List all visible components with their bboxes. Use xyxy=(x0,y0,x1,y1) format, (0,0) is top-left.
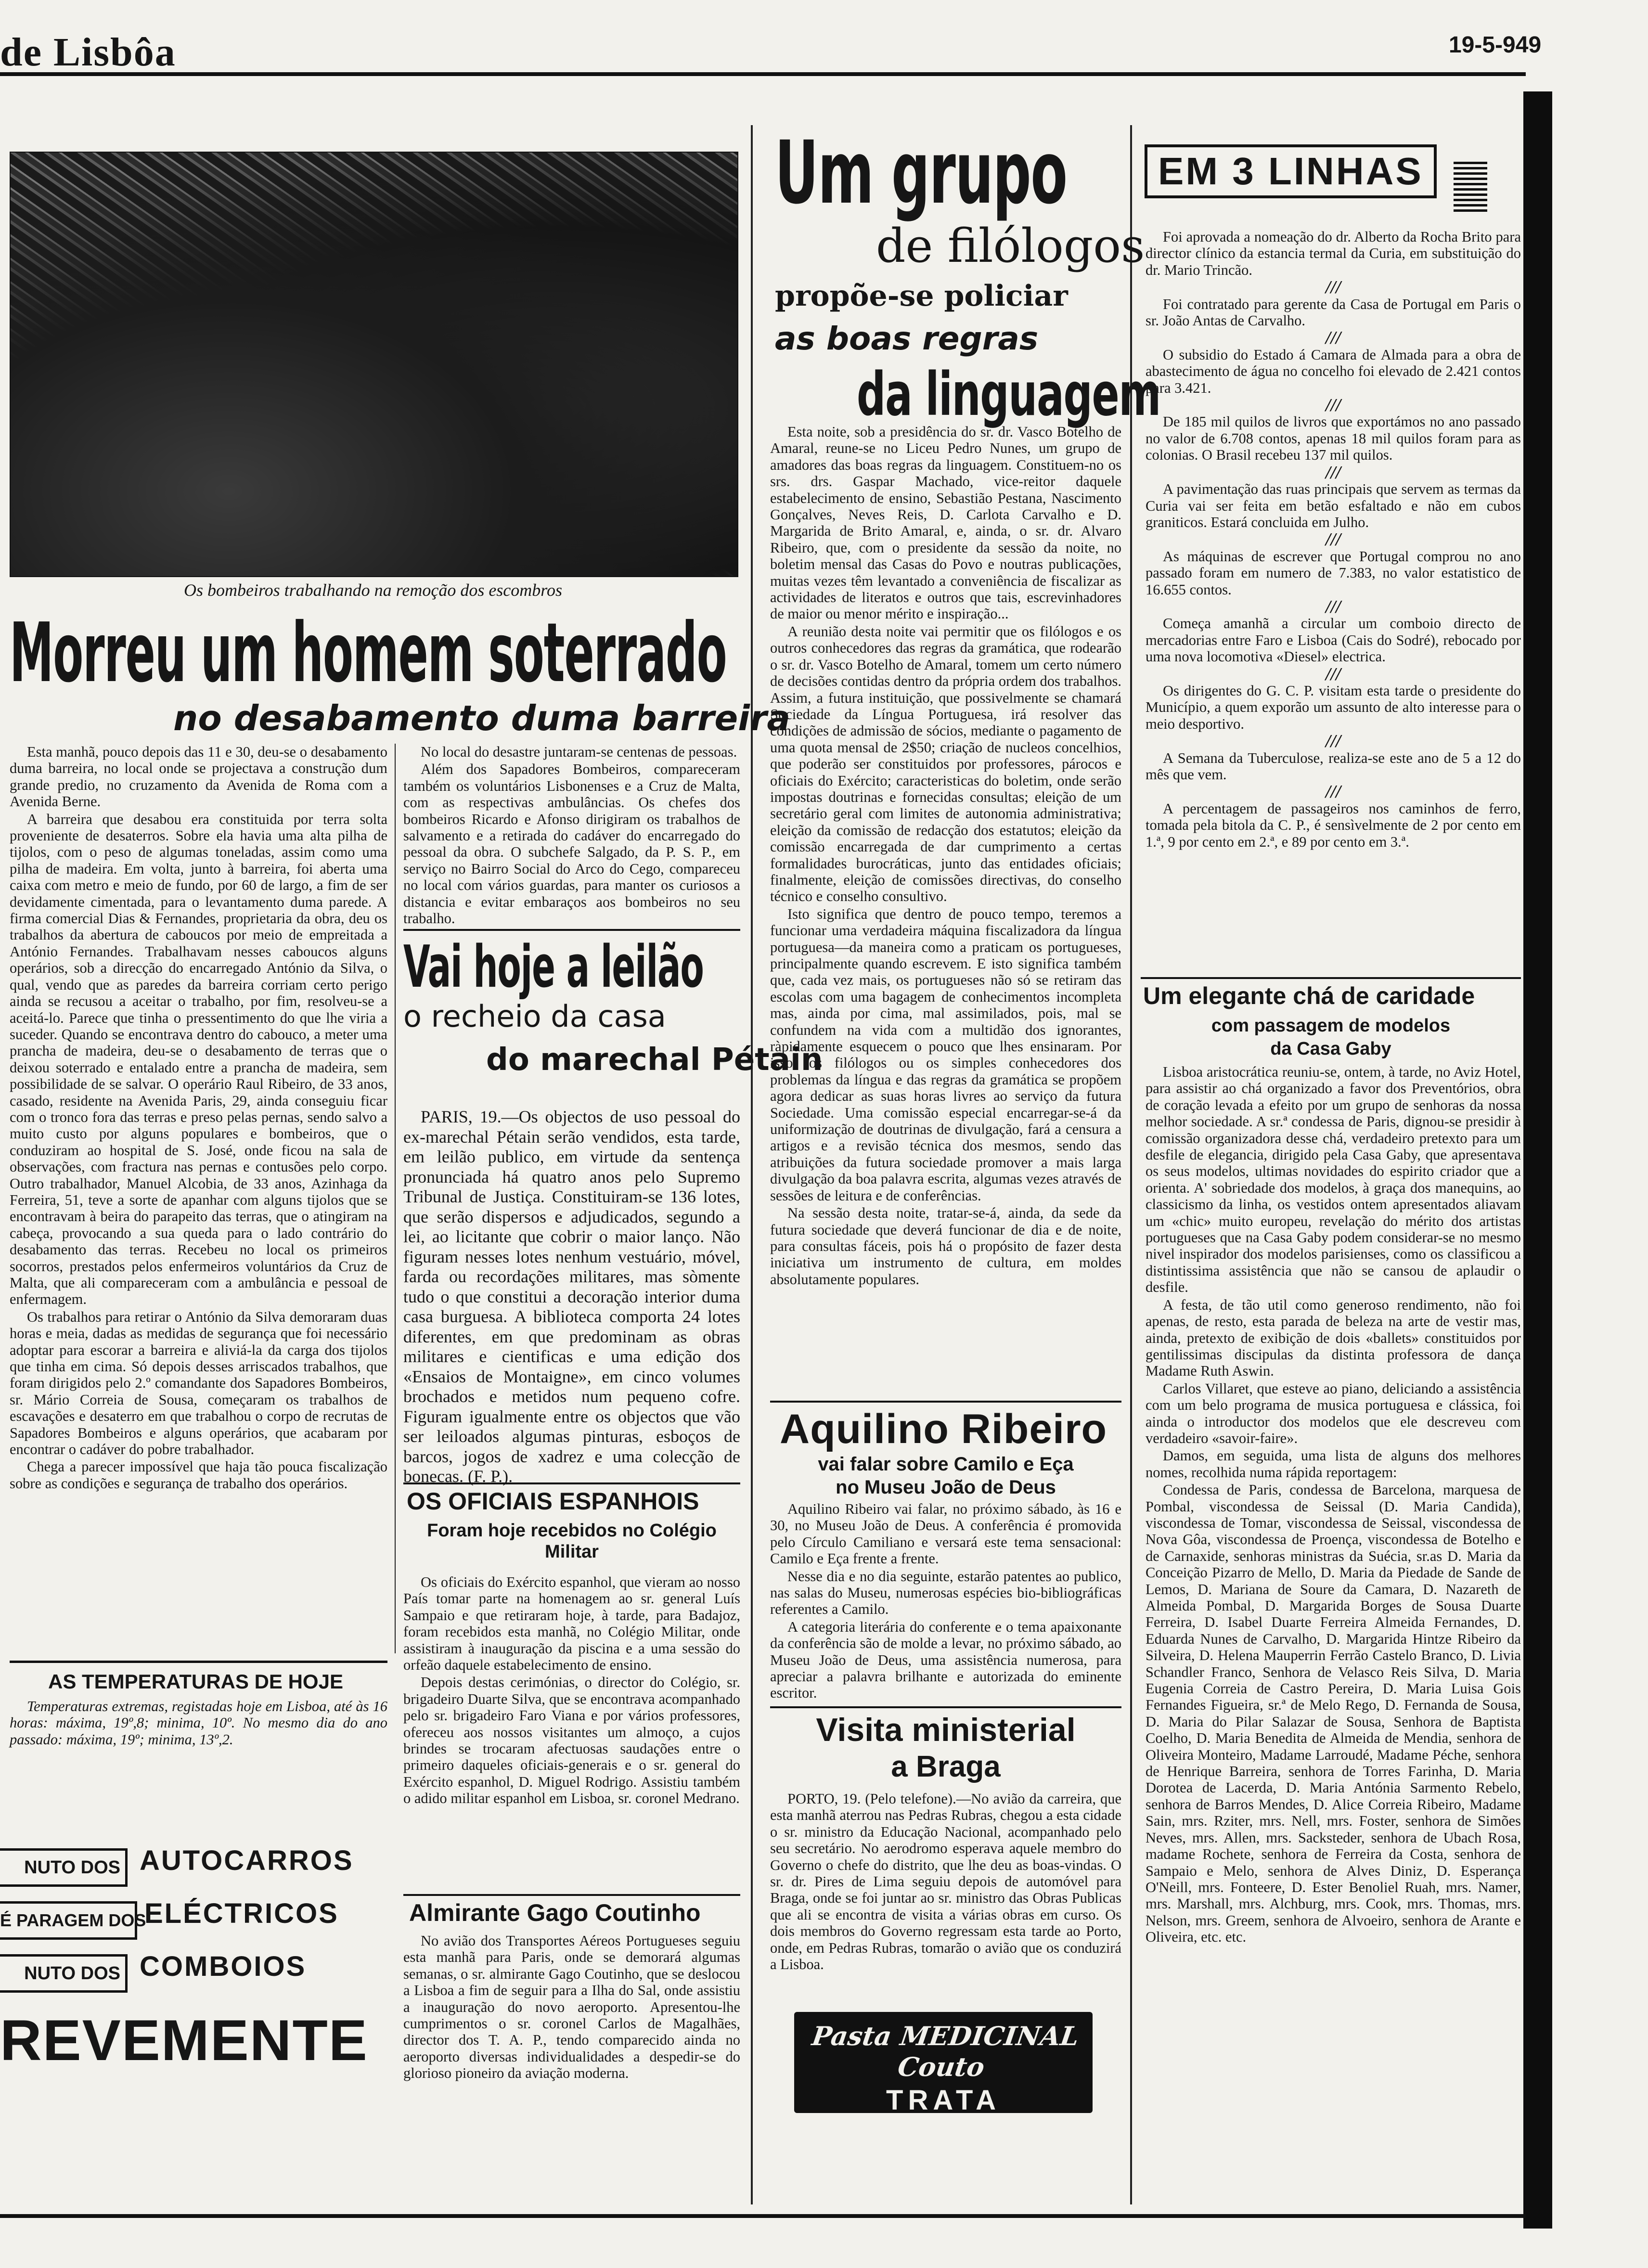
filologos-headline3: da linguagem xyxy=(857,360,1160,429)
em3linhas-item: Foi contratado para gerente da Casa de Portugal em Paris o sr. João Antas de Carvalho. xyxy=(1146,296,1521,329)
news-photo-rubble xyxy=(10,152,738,577)
aquilino-rule xyxy=(770,1401,1121,1403)
temperatures-heading: AS TEMPERATURAS DE HOJE xyxy=(48,1670,343,1693)
oficiais-headline: OS OFICIAIS ESPANHOIS xyxy=(407,1488,699,1515)
cha-paragraph: A festa, de tão util como generoso rendimento, não foi apenas, de resto, esta parada de beleza na arte de vestir mas, ainda, pretexto de exibição de dois «ballets» constituidos por gentilissimas discipulas da distinta professora de dança Madame Ruth Aswin. xyxy=(1146,1296,1521,1379)
aquilino-paragraph: A categoria literária do conferente e o tema apaixonante da conferência são de molde a levar, no próximo sábado, ao Museu João de Deus, uma assistência numerosa, para apreciar a palavra brilhante e autorizada do eminente escritor. xyxy=(770,1618,1121,1701)
story1-paragraph: Esta manhã, pouco depois das 11 e 30, deu-se o desabamento duma barreira, no local onde se projectava a construção dum grande predio, no cruzamento da Avenida de Roma com a Avenida Berne. xyxy=(10,744,387,810)
aquilino-paragraph: Aquilino Ribeiro vai falar, no próximo sábado, às 16 e 30, no Museu João de Deus. A conferência é promovida pelo Círculo Camiliano e versará este tema sensacional: Camilo e Eça frente a frente. xyxy=(770,1501,1121,1567)
em3linhas-heading: EM 3 LINHAS xyxy=(1145,144,1437,198)
pasta-ad-line2: TRATA xyxy=(886,2085,1001,2116)
cha-text xyxy=(1146,1064,1521,2204)
masthead-title: de Lisbôa xyxy=(0,30,176,75)
cha-paragraph: Damos, em seguida, uma lista de alguns dos melhores nomes, recolhida numa rápida reportagem: xyxy=(1146,1447,1521,1481)
em3linhas-separator: /// xyxy=(1326,664,1341,684)
em3linhas-separator: /// xyxy=(1326,782,1341,802)
visita-rule xyxy=(770,1706,1121,1708)
gago-paragraph: No avião dos Transportes Aéreos Portugueses seguiu esta manhã para Paris, onde se demorará algumas semanas, o sr. almirante Gago Coutinho, que se deslocou a Lisboa a fim de seguir para a Ilha do Sal, onde assistiu a inauguração do novo aeroporto. Apresentou-lhe cumprimentos o sr. coronel Carlos de Magalhães, director dos T. A. P., tendo comparecido ainda no aeroporto diversas individualidades a despedir-se do glorioso pioneiro da aviação moderna. xyxy=(403,1933,740,2082)
aquilino-text xyxy=(770,1501,1121,1713)
masthead-date: 19-5-949 xyxy=(1449,32,1542,58)
em3linhas-separator: /// xyxy=(1326,529,1341,550)
em3linhas-item: O subsidio do Estado á Camara de Almada para a obra de abastecimento de água no concelho foi elevado de 2.421 contos para 3.421. xyxy=(1146,346,1521,396)
right-margin-bar xyxy=(1523,91,1552,2229)
ad-banner: REVEMENTE xyxy=(0,2008,368,2073)
leilao-rule xyxy=(403,929,740,931)
visita-headline2: a Braga xyxy=(891,1750,1001,1783)
visita-text xyxy=(770,1791,1121,1997)
heading-hatch xyxy=(1454,159,1487,212)
cha-paragraph: Carlos Villaret, que esteve ao piano, deliciando a assistência com um belo programa de musica portuguesa e clássica, foi ainda o introductor dos modelos que ele descreveu com verdadeiro «savoir-faire». xyxy=(1146,1380,1521,1446)
em3linhas-separator: /// xyxy=(1326,277,1341,298)
aquilino-paragraph: Nesse dia e no dia seguinte, estarão patentes ao publico, nas salas do Museu, numerosas espécies bio-bibliográficas referentes a Camilo. xyxy=(770,1568,1121,1618)
em3linhas-separator: /// xyxy=(1326,596,1341,617)
oficiais-text xyxy=(403,1574,740,1848)
leilao-paragraph: PARIS, 19.—Os objectos de uso pessoal do ex-marechal Pétain serão vendidos, esta tarde, em leilão publico, em virtude da sentença pronunciada há quatro anos pelo Supremo Tribunal de Justiça. Constituiram-se 136 lotes, que serão dispersos e adjudicados, segundo a lei, ao licitante que cobrir o maior lanço. Não figuram nesses lotes nenhum vestuário, móvel, farda ou recordações militares, mas sòmente tudo o que constitui a decoração interior duma casa burguesa. A biblioteca comporta 24 lotes diferentes, em que predominam as obras militares e cientificas e uma edição dos «Ensaios de Montaigne», em cinco volumes brochados e metidos num pequeno cofre. Figuram igualmente entre os objectos que vão ser leiloados algumas pinturas, esboços de barcos, jogos de xadrez e uma colecção de bonecas. (F. P.). xyxy=(403,1107,740,1486)
temperatures-rule xyxy=(10,1661,387,1663)
bottom-rule xyxy=(0,2214,1526,2218)
pasta-ad-line3: AS DOENÇAS DA BOCA xyxy=(830,2118,1057,2138)
oficiais-rule xyxy=(403,1482,740,1484)
story1-column-rule xyxy=(395,744,396,1653)
filologos-sub2: as boas regras xyxy=(775,320,1039,357)
filologos-sub1: propõe-se policiar xyxy=(775,279,1068,313)
ad-label-autocarros: AUTOCARROS xyxy=(140,1845,354,1876)
em3linhas-list xyxy=(1146,229,1521,975)
cha-headline: Um elegante chá de caridade xyxy=(1143,982,1475,1009)
story1-paragraph: Os trabalhos para retirar o António da Silva demoraram duas horas e meia, dadas as medidas de segurança que foi necessário adoptar para escorar a barreira e aliviá-la da carga dos tijolos que tinha em cima. Só depois desses arriscados trabalhos, que foram dirigidos pelo 2.º comandante dos Sapadores Bombeiros, sr. Mário Correia de Sousa, começaram os trabalhos de escavações e desaterro em que trabalhou o corpo de recrutas de Sapadores Bombeiros e alguns operários, que acabaram por encontrar o cadáver do pobre trabalhador. xyxy=(10,1308,387,1458)
top-rule xyxy=(0,72,1526,76)
oficiais-paragraph: Depois destas cerimónias, o director do Colégio, sr. brigadeiro Duarte Silva, que se encontrava acompanhado pelo sr. brigadeiro Faro Viana e por vários professores, ofereceu aos nossos visitantes um almoço, a cujos brindes se trocaram afectuosas saudações entre o primeiro daqueles oficiais-generais e o sr. general do Exército espanhol, D. Miguel Rodrigo. Assistiu também o adido militar espanhol em Lisboa, sr. coronel Medrano. xyxy=(403,1674,740,1807)
cha-sub1: com passagem de modelos xyxy=(1211,1016,1451,1036)
leilao-text xyxy=(403,1107,740,1486)
gago-headline: Almirante Gago Coutinho xyxy=(409,1899,701,1926)
visita-headline1: Visita ministerial xyxy=(816,1712,1076,1748)
filologos-paragraph: A reunião desta noite vai permitir que os filólogos e os outros conhecedores das regras da gramática, que rodearão o sr. dr. Vasco Botelho de Amaral, tomem um certo número de decisões contidas dentro da própria ordem dos trabalhos. Assim, a futura instituição, que possivelmente se chamará Sociedade da Língua Portuguesa, irá resolver das condições de admissão de sócios, mediante o pagamento de uma quota mensal de 2$50; criação de nucleos concelhios, que poderão ser constituidos por professores, párocos e oficiais do Exército; caracteristicas do boletim, onde serão impostas doutrinas e fornecidas consultas; eleição de um secretário geral com limites de autonomia administrativa; eleição da comissão de redacção dos estatutos; eleição da comissão encarregada de dar cumprimento a certas formalidades burocráticas, junto das entidades oficiais; finalmente, eleição de comissões directivas, do conselho técnico e conselho consultivo. xyxy=(770,623,1121,905)
pasta-ad-line1: Pasta MEDICINAL Couto xyxy=(810,2021,1081,2082)
story1-paragraph: Chega a parecer impossível que haja tão pouca fiscalização sobre as condições e segurança de trabalho dos operários. xyxy=(10,1458,387,1492)
story1-column-1 xyxy=(10,744,387,1661)
story1-paragraph: Além dos Sapadores Bombeiros, compareceram também os voluntários Lisbonenses e a Cruz de Malta, com as respectivas ambulâncias. Os chefes dos bombeiros Ricardo e Afonso dirigiram os trabalhos de salvamento e a retirada do cadáver do encarregado do pessoal da obra. O subchefe Salgado, da P. S. P., em serviço no Bairro Social do Arco do Cego, compareceu no local com vários guardas, para manter os curiosos a distancia e evitar embaraços aos bombeiros no seu trabalho. xyxy=(403,761,740,927)
column-rule-2 xyxy=(1130,125,1132,2204)
temperatures-paragraph: Temperaturas extremas, registadas hoje em Lisboa, até às 16 horas: máxima, 19º,8; minima, 10º. No mesmo dia do ano passado: máxima, 19º; minima, 13º,2. xyxy=(10,1698,387,1748)
filologos-paragraph: Esta noite, sob a presidência do sr. dr. Vasco Botelho de Amaral, reune-se no Liceu Pedro Nunes, um grupo de amadores das boas regras da linguagem. Constituem-no os srs. drs. Gaspar Machado, vice-reitor daquele estabelecimento de ensino, Sebastião Pestana, Nascimento Gonçalves, Neves Reis, D. Carlota Carvalho e D. Margarida de Brito Amaral, e, ainda, o sr. dr. Alvaro Ribeiro, que, com o presidente da sessão da noite, no boletim mensal das Casas do Povo e noutras publicações, muitas vezes têm levantado a conveniência de fiscalizar as actividades de literatos e outros que tais, escrevinhadores de maior ou menor mérito e inspiração... xyxy=(770,424,1121,622)
gago-rule xyxy=(403,1894,740,1896)
oficiais-sub: Foram hoje recebidos no Colégio Militar xyxy=(427,1521,717,1562)
leilao-headline: Vai hoje a leilão xyxy=(403,934,704,1001)
aquilino-sub1: vai falar sobre Camilo e Eça xyxy=(818,1454,1074,1475)
cha-paragraph: Lisboa aristocrática reuniu-se, ontem, à tarde, no Aviz Hotel, para assistir ao chá organizado a favor dos Preventórios, obra de coração levada a efeito por um grupo de senhoras da nossa melhor sociedade. A sr.ª condessa de Paris, dignou-se presidir à comissão organizadora desse chá, verdadeiro pretexto para um desfile de elegancia, dirigido pela Casa Gaby, que apresentava os seus modelos, ultimas novidades do espirito criador que a orienta. A' sobriedade dos modelos, à graça dos manequins, ao classicismo da linha, os vestidos ontem apresentados aliavam um «chic» muito europeu, revelação do mérito dos artistas portugueses que na Casa Gaby podem considerar-se no mesmo nivel inspirador dos modelos parisienses, como os classificou a distintissima assistência que não se cansou de aplaudir o desfile. xyxy=(1146,1064,1521,1296)
story1-paragraph: A barreira que desabou era constituida por terra solta proveniente de desaterros. Sobre ela havia uma alta pilha de tijolos, com o peso de algumas toneladas, assim como uma pilha de madeira. Em volta, junto à barreira, foi aberta uma caixa com metro e meio de fundo, por 60 de largo, a fim de ser devidamente cimentada, para o levantamento duma parede. A firma comercial Dias & Fernandes, proprietaria da obra, deu os trabalhos da abertura de caboucos por meio de empreitada a António Fernandes. Trabalhavam nesses caboucos alguns operários, sob a direcção do encarregado António da Silva, o qual, vendo que as paredes da barreira corriam certo perigo ainda se recusou a aceitar o trabalho, por fim, resolveu-se a aceitá-lo. Parece que tinha o pressentimento do que lhe viria a suceder. Quando se encontrava dentro do cabouco, a meter uma prancha de madeira, deu-se o desabamento de terras que o deixou soterrado e entalado entre a prancha de madeira, sem possibilidade de se salvar. O operário Raul Ribeiro, de 33 anos, casado, residente na Avenida Paris, 29, ainda conseguiu ficar com o tronco fora das terras e preso pelas pernas, sendo salvo a muito custo por alguns populares e bombeiros, que o conduziram ao hospital de S. José, onde ficou na sala de observações, com fractura nas pernas e contusões pelo corpo. Outro trabalhador, Manuel Alcobia, de 33 anos, Azinhaga da Ferreira, 51, teve a sorte de apanhar com alguns tijolos que se encontravam à beira do parapeito das terras, que o atingiram na cabeça, provocando a sua queda para o lado contrário do desabamento das terras. Recebeu no local os primeiros socorros, prestados pelos enfermeiros voluntários da Cruz de Malta, que ali compareceram com a ambulância e pessoal de enfermagem. xyxy=(10,811,387,1308)
leilao-sub1: o recheio da casa xyxy=(403,999,666,1034)
em3linhas-separator: /// xyxy=(1326,731,1341,752)
gago-text xyxy=(403,1933,740,2207)
filologos-headline1: Um grupo xyxy=(775,123,1067,223)
filologos-paragraph: Na sessão desta noite, tratar-se-á, ainda, da sede da futura sociedade que deverá funcionar de dia e de noite, para consultas fáceis, pois há o propósito de fazer desta iniciativa um instrumento de cultura, em moldes absolutamente populares. xyxy=(770,1205,1121,1288)
aquilino-sub2: no Museu João de Deus xyxy=(836,1477,1056,1498)
story1-headline: Morreu um homem soterrado xyxy=(10,606,727,701)
ad-tag-2: É PARAGEM DOS xyxy=(0,1901,137,1940)
em3linhas-item: A Semana da Tuberculose, realiza-se este ano de 5 a 12 do mês que vem. xyxy=(1146,749,1521,783)
transport-ad xyxy=(0,1829,385,2012)
aquilino-headline: Aquilino Ribeiro xyxy=(780,1406,1107,1452)
column-rule-1 xyxy=(751,125,753,2204)
photo-caption: Os bombeiros trabalhando na remoção dos escombros xyxy=(184,580,562,600)
temperatures-text xyxy=(10,1698,387,1751)
em3linhas-item: As máquinas de escrever que Portugal comprou no ano passado foram em numero de 7.383, no valor estatistico de 16.655 contos. xyxy=(1146,548,1521,598)
pasta-medicinal-ad xyxy=(794,2012,1093,2138)
em3linhas-item: Começa amanhã a circular um comboio directo de mercadorias entre Faro e Lisboa (Cais do Sodré), rebocado por uma nova locomotiva «Diesel» electrica. xyxy=(1146,615,1521,665)
oficiais-paragraph: Os oficiais do Exército espanhol, que vieram ao nosso País tomar parte na homenagem ao sr. general Luís Sampaio e que retiraram hoje, à tarde, para Badajoz, foram recebidos esta manhã, no Colégio Militar, onde assistiram à inauguração da piscina e a uma sessão do orfeão daquele estabelecimento de ensino. xyxy=(403,1574,740,1674)
cha-sub2: da Casa Gaby xyxy=(1270,1039,1391,1059)
em3linhas-item: A percentagem de passageiros nos caminhos de ferro, tomada pela bitola da C. P., é sensìvelmente de 2 por cento em 1.ª, 9 por cento em 2.ª, e 89 por cento em 3.ª. xyxy=(1146,800,1521,850)
filologos-headline2: de filólogos xyxy=(876,219,1145,273)
em3linhas-item: A pavimentação das ruas principais que servem as termas da Curia vai ser feita em betão esfaltado e não em cubos graniticos. Estará concluida em Julho. xyxy=(1146,481,1521,530)
visita-paragraph: PORTO, 19. (Pelo telefone).—No avião da carreira, que esta manhã aterrou nas Pedras Rubras, chegou a esta cidade o sr. ministro da Educação Nacional, acompanhado pelo seu secretário. No aerodromo esperava aquele membro do Governo o chefe do distrito, que lhe deu as boas-vindas. O sr. dr. Pires de Lima seguiu depois de automóvel para Braga, onde se foi juntar ao sr. ministro das Obras Publicas que ali se encontra de visita a várias obras em curso. Os dois membros do Governo regressam esta tarde ao Porto, onde, em Pedras Rubras, tomarão o avião que os conduzirá a Lisboa. xyxy=(770,1791,1121,1973)
em3linhas-separator: /// xyxy=(1326,462,1341,483)
cha-rule xyxy=(1141,977,1521,979)
filologos-paragraph: Isto significa que dentro de pouco tempo, teremos a funcionar uma verdadeira máquina fiscalizadora da língua portuguesa—da maneira como a praticam os portugueses, principalmente quando escrevem. E isto significa também que, cada vez mais, os portugueses não só se retiram das escolas com uma bagagem de conhecimentos incompleta mas, ainda por cima, mal assimilados, pois, mal se confundem na vida com a multidão dos ignorantes, ràpidamente esquecem o pouco que lhes ensinaram. Por isso, os filólogos ou os simples conhecedores dos problemas da língua e das regras da gramática se propõem agora dedicar as suas horas livres ao serviço da futura Sociedade. Uma comissão especial encarregar-se-á da uniformização de doutrinas de divulgação, fará a censura a artigos e a revisão técnica dos mesmos, sendo das atribuições da futura sociedade promover a mais larga divulgação da boa palavra escrita, algumas vezes através de sessões de leitura e de conferências. xyxy=(770,905,1121,1204)
em3linhas-separator: /// xyxy=(1326,328,1341,348)
ad-tag-1: NUTO DOS xyxy=(0,1848,128,1887)
ad-tag-3: NUTO DOS xyxy=(0,1954,128,1993)
story1-paragraph: No local do desastre juntaram-se centenas de pessoas. xyxy=(421,744,737,760)
em3linhas-item: Os dirigentes do G. C. P. visitam esta tarde o presidente do Município, a quem exporão um assunto de alto interesse para o meio desportivo. xyxy=(1146,682,1521,732)
ad-label-electricos: ELÉCTRICOS xyxy=(144,1898,339,1929)
story1-subhead: no desabamento duma barreira xyxy=(173,698,791,738)
em3linhas-item: De 185 mil quilos de livros que exportámos no ano passado no valor de 6.708 contos, apenas 18 mil quilos foram para as colonias. O Brasil recebeu 137 mil quilos. xyxy=(1146,413,1521,464)
em3linhas-separator: /// xyxy=(1326,395,1341,416)
leilao-sub2: do marechal Pétain xyxy=(486,1042,823,1078)
cha-paragraph: Condessa de Paris, condessa de Barcelona, marquesa de Pombal, viscondessa de Seissal (D. Maria Candida), viscondessa de Tomar, viscondessa de Seissal, viscondessa de Nova Gôa, viscondessa de Proença, viscondessa de Botelho e de Carnaxide, senhoras ministras da Suécia, sr.as D. Maria da Conceição Pizarro de Mello, D. Maria da Piedade de Sande de Lemos, D. Mariana de Soure da Camara, D. Nazareth de Almeida Pombal, D. Margarida Borges de Sousa Duarte Ferreira, D. Isabel Duarte Ferreira Almeida Fernandes, D. Eduarda Nunes de Carvalho, D. Margarida Hintze Ribeiro da Silveira, D. Helena Mauperrin Ferrão Castelo Branco, D. Livia Schandler Franco, Senhora de Velasco Reis Silva, D. Maria Eugenia Correia de Castro Pereira, D. Maria Luisa Gois Fernandes Figueira, sr.ª de Melo Rego, D. Fernanda de Sousa, D. Maria do Pilar Salazar de Sousa, Senhora de Baptista Coelho, D. Maria Benedita de Almeida de Mendia, senhora de Oliveira Monteiro, Madame Larroudé, Madame Péche, senhora de Henrique Barreira, senhora de Torres Farinha, D. Maria Dorotea de Lacerda, D. Maria Antónia Sarmento Rebelo, senhora de Barros Mendes, D. Alice Correia Ribeiro, Madame Sain, mrs. Rziter, mrs. Nell, mrs. Foster, senhora de Simões Neves, mrs. Allen, mrs. Sacksteder, senhora de Ubach Rosa, madame Rochete, senhora de Ferreira da Costa, senhora de Sampaio e Melo, senhora de Alves Diniz, D. Esperança O'Neill, mrs. Fonteere, D. Ester Benoliel Ruah, mrs. Namer, mrs. Marshall, mrs. Alchburg, mrs. Cook, mrs. Thomas, mrs. Nelson, mrs. Greem, senhora de Alvoeiro, senhora de Arante e Oliveira, etc. etc. xyxy=(1146,1482,1521,1946)
story1-column-2 xyxy=(403,744,740,927)
ad-label-comboios: COMBOIOS xyxy=(140,1951,307,1982)
em3linhas-item: Foi aprovada a nomeação do dr. Alberto da Rocha Brito para director clínico da estancia termal da Curia, em substituição do dr. Mario Trincão. xyxy=(1146,229,1521,278)
